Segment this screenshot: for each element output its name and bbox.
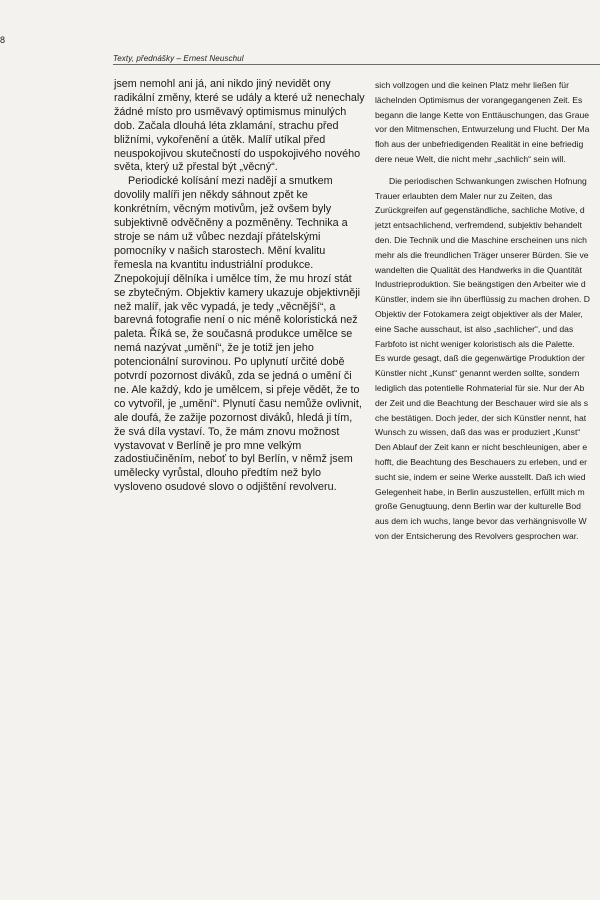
german-line: mehr als die freundlichen Träger unserer Bürden. Sie ve <box>375 249 589 260</box>
page-number: 8 <box>0 35 6 45</box>
czech-paragraph-1: jsem nemohl ani já, ani nikdo jiný nevidět ony radikální změny, které se udály a které už nenechaly žádné místo pro usměvavý optimismus minulých dob. Začala dlouhá léta zklamání, strachu před bližními, vykořenění a útěk. Malíř utíkal před neuspokojivou skutečností do uspokojivého nového světa, který už přestal být „věcný“. <box>114 78 365 174</box>
german-line: Den Ablauf der Zeit kann er nicht beschleunigen, aber e <box>375 442 588 453</box>
german-line: Künstler nicht „Kunst“ genannt werden sollte, sondern <box>375 368 580 379</box>
german-line: aus dem ich wuchs, lange bevor das verhängnisvolle W <box>375 516 587 527</box>
german-line: sich vollzogen und die keinen Platz mehr ließen für <box>375 80 569 90</box>
german-line: Die periodischen Schwankungen zwischen Hofnung <box>389 175 587 186</box>
czech-column <box>114 78 366 495</box>
german-line: große Genugtuung, denn Berlin war der kulturelle Bod <box>375 501 581 512</box>
german-line: jetzt entsachlichend, verfremdend, subjektiv behandelt <box>375 220 582 231</box>
german-line: Trauer erlaubten dem Maler nur zu Zeiten, das <box>375 190 553 201</box>
german-line: wandelten die Qualität des Handwerks in die Quantität <box>375 264 582 275</box>
german-line: Industrieproduktion. Sie beängstigen den Arbeiter wie d <box>375 279 586 290</box>
german-line: Künstler, indem sie ihn überflüssig zu machen drohen. D <box>375 294 590 305</box>
german-line: den. Die Technik und die Maschine erscheinen uns nich <box>375 234 587 245</box>
german-paragraph-1 <box>375 78 600 167</box>
german-line: Farbfoto ist nicht weniger koloristisch als die Palette. <box>375 338 575 349</box>
german-line: Gelegenheit habe, in Berlin auszustellen, erfüllt mich m <box>375 486 585 497</box>
german-line: Objektiv der Fotokamera zeigt objektiver als der Maler, <box>375 308 583 319</box>
german-line: dere neue Welt, die nicht mehr „sachlich“ sein will. <box>375 153 566 164</box>
paragraph-gap <box>375 167 600 174</box>
german-line: floh aus der unbefriedigenden Realität in eine befriedig <box>375 139 584 150</box>
german-line: der Zeit und die Beachtung der Beschauer wird sie als s <box>375 397 589 408</box>
german-line: che bestätigen. Doch jeder, der sich Künstler nennt, hat <box>375 412 587 423</box>
german-line: begann die lange Kette von Enttäuschungen, das Graue <box>375 109 590 120</box>
german-line: vor den Mitmenschen, Entwurzelung und Flucht. Der Ma <box>375 124 590 135</box>
german-line: eine Sache ausschaut, ist also „sachlicher“, und das <box>375 323 574 334</box>
german-line: Zurückgreifen auf gegenständliche, sachliche Motive, d <box>375 205 585 216</box>
header-rule <box>113 64 600 65</box>
german-paragraph-2 <box>375 174 600 544</box>
german-line: Es wurde gesagt, daß die gegenwärtige Produktion der <box>375 353 585 364</box>
german-line: von der Entsicherung des Revolvers gesprochen war. <box>375 530 579 541</box>
german-line: lächelnden Optimismus der vorangegangenen Zeit. Es <box>375 94 583 105</box>
german-column <box>375 78 600 544</box>
czech-paragraph-2: Periodické kolísání mezi nadějí a smutkem dovolily malíři jen někdy sáhnout zpět ke konkrétním, věcným motivům, jež ovšem byly subjektivně odvěčněny a pozměněny. Technika a stroje se nám už vůbec nezdají přátelskými pomocníky v našich starostech. Mění kvalitu řemesla na kvantitu industriální produkce. Znepokojují dělníka i umělce tím, že mu hrozí stát se zbytečným. Objektiv kamery ukazuje objektivněji než malíř, jak věc vypadá, je tedy „věcnější“, a barevná fotografie není o nic méně koloristická než paleta. Říká se, že současná produkce umělce se nemá nazývat „umění“, že je totiž jen jeho potencionální surovinou. Po uplynutí určité době potvrdí pozornost diváků, zda se jedná o umění či ne. Ale každý, kdo je umělcem, si přeje vědět, že to co vytvořil, je „umění“. Plynutí času nemůže ovlivnit, ale doufá, že zažije pozornost diváků, hledá ji tím, že svá díla vystaví. To, že mám znovu možnost vystavovat v Berlíně je pro mne velkým zadostiučiněním, neboť to byl Berlín, v němž jsem umělecky vyrůstal, dlouho předtím než bylo vysloveno osudové slovo o odjištění revolveru. <box>114 175 362 494</box>
german-line: Wunsch zu wissen, daß das was er produziert „Kunst“ <box>375 427 581 438</box>
german-line: sucht sie, indem er seine Werke ausstellt. Daß ich wied <box>375 471 586 482</box>
german-line: lediglich das potentielle Rohmaterial für sie. Nur der Ab <box>375 382 585 393</box>
running-head: Texty, přednášky – Ernest Neuschul <box>113 54 244 63</box>
german-line: hofft, die Beachtung des Beschauers zu erleben, und er <box>375 456 587 467</box>
